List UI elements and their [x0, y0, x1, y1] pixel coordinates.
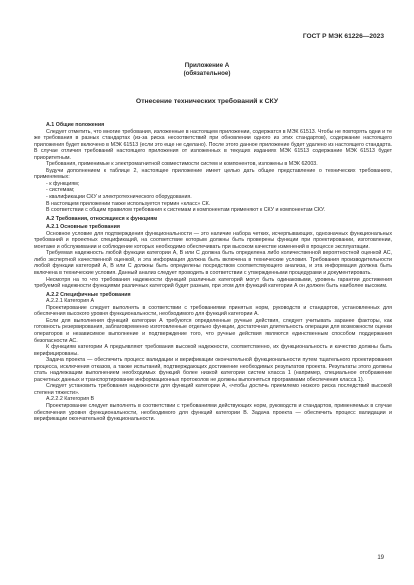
document-body: [34, 120, 392, 423]
standard-header: ГОСТ Р МЭК 61226—2023: [302, 33, 384, 40]
subsection-heading: А.2.2 Специфичные требования: [46, 291, 131, 298]
list-item: - системам;: [46, 187, 75, 194]
section-heading: А.2 Требования, относящиеся к функциям: [46, 215, 158, 222]
paragraph: Если для выполнения функций категории А требуются определенные ручные действия, следует учитывать заранее факторы, как готовность резервирования, заблаговременно изготовленные отдельно функции, достаточная длительность операции для возможности оценки операторов и независимое выполнение и подтверждение того, что ручные действия являются единственным способом поддержания безопасности АС.: [34, 317, 392, 344]
paragraph: Следует отметить, что многие требования, изложенные в настоящем приложении, содержатся в МЭК 61513. Чтобы не повторять одни и те же требования в разных стандартах (из-за риска несоответствий при обновлении одного из этих стандартов), содержание настоящего приложения будет включено в МЭК 61513 (если это еще не сделано). После этого данное приложение будет удалено из настоящего стандарта. В случае отличия требований настоящего приложения от изложенных в текущих изданиях МЭК 61513 содержание МЭК 61513 будет приоритетным.: [34, 128, 392, 161]
paragraph: Будучи дополнением к таблице 2, настоящее приложение имеет целью дать общее представление о технических требованиях, применяемых:: [34, 167, 392, 181]
paragraph: В настоящем приложении также используется термин «класс» СК.: [46, 200, 211, 207]
paragraph: Требования, применимые к электромагнитной совместимости систем и компонентов, изложены в МЭК 62003.: [46, 161, 318, 168]
subsubsection-heading: А.2.2.2 Категория В: [46, 396, 95, 403]
paragraph: Основное условие для подтверждения функциональности — это наличие набора четких, исчерпывающих, однозначных функциональных требований и проектных спецификаций, на соответствие которым должны быть проверены функции при проектировании, изготовлении, монтаже и обслуживании и соблюдение которых необходимо обеспечивать при высоком качестве изменений в процессе эксплуатации.: [34, 230, 392, 250]
paragraph: Несмотря на то что требования надежности функций различных категорий могут быть одинаковыми, уровень гарантии достижения требуемой надежности функциями различных категорий будет разным, при этом для функций категории А он должен быть наиболее высоким.: [34, 276, 392, 290]
subsubsection-heading: А.2.2.1 Категория А: [46, 298, 95, 305]
paragraph: В соответствии с общим правилом требования к системам и компонентам применяют к СКУ и компонентам СКУ.: [46, 207, 326, 214]
document-title: Отнесение технических требований к СКУ: [135, 98, 279, 105]
section-heading: А.1 Общие положения: [46, 122, 105, 128]
appendix-note: (обязательное): [183, 70, 231, 77]
list-item: - квалификации СКУ и электротехнического оборудования.: [46, 194, 192, 201]
paragraph: Требуемая надежность любой функции категории А, В или С должна быть определена либо количественной вероятностной оценкой АС, либо экспертной качественной оценкой, и эта информация должна быть включена в технические условия. Требования производительности любой функции категорий А, В или С должны быть определены посредством соответствующего анализа, и эта информация должна быть включена в технические условия. Данный анализ следует проводить в соответствии с утвержденными процедурами и документировать.: [34, 250, 392, 277]
paragraph: Задача проекта — обеспечить процесс валидации и верификации окончательной функциональности путем тщательного проектирования процесса, исключения отказов, а также испытаний, подтверждающих достижение необходимых результатов проекта. Результаты этого должны стать надлежащим выполнением необходимых функций более низкой категории систем класса 1 (например, специальное отображение расчетных данных и транспортирование информационных протоколов не должны выполняться программами обеспечения класса 1).: [34, 357, 392, 383]
appendix-title: Приложение А: [184, 62, 230, 69]
bullet-list: [34, 181, 392, 201]
paragraph: К функциям категории А предъявляют требования высокой надежности, соответственно, их функциональность и качество должны быть верифицированы.: [34, 344, 392, 357]
list-item: - к функциям;: [46, 180, 80, 187]
page-number: 19: [377, 555, 384, 561]
appendix-heading: [0, 62, 414, 78]
paragraph: Проектирование следует выполнять в соответствии с требованиями принятых норм, руководств и стандартов, установленных для обеспечения высокого уровня функциональности, необходимого для функций категории А.: [34, 304, 392, 318]
subsection-heading: А.2.1 Основные требования: [46, 224, 120, 231]
paragraph: Проектирование следует выполнять в соответствии с требованиями действующих норм, руководств и стандартов, применяемых в случае обеспечения уровня функциональности, необходимого для функций категории В. Задача проекта — обеспечить процесс валидации и верификации окончательной функциональности.: [34, 402, 392, 423]
paragraph: Следует установить требования надежности для функций категории А, «чтобы достичь приемлемо низкого риска последствий высокой степени тяжести».: [34, 383, 392, 396]
